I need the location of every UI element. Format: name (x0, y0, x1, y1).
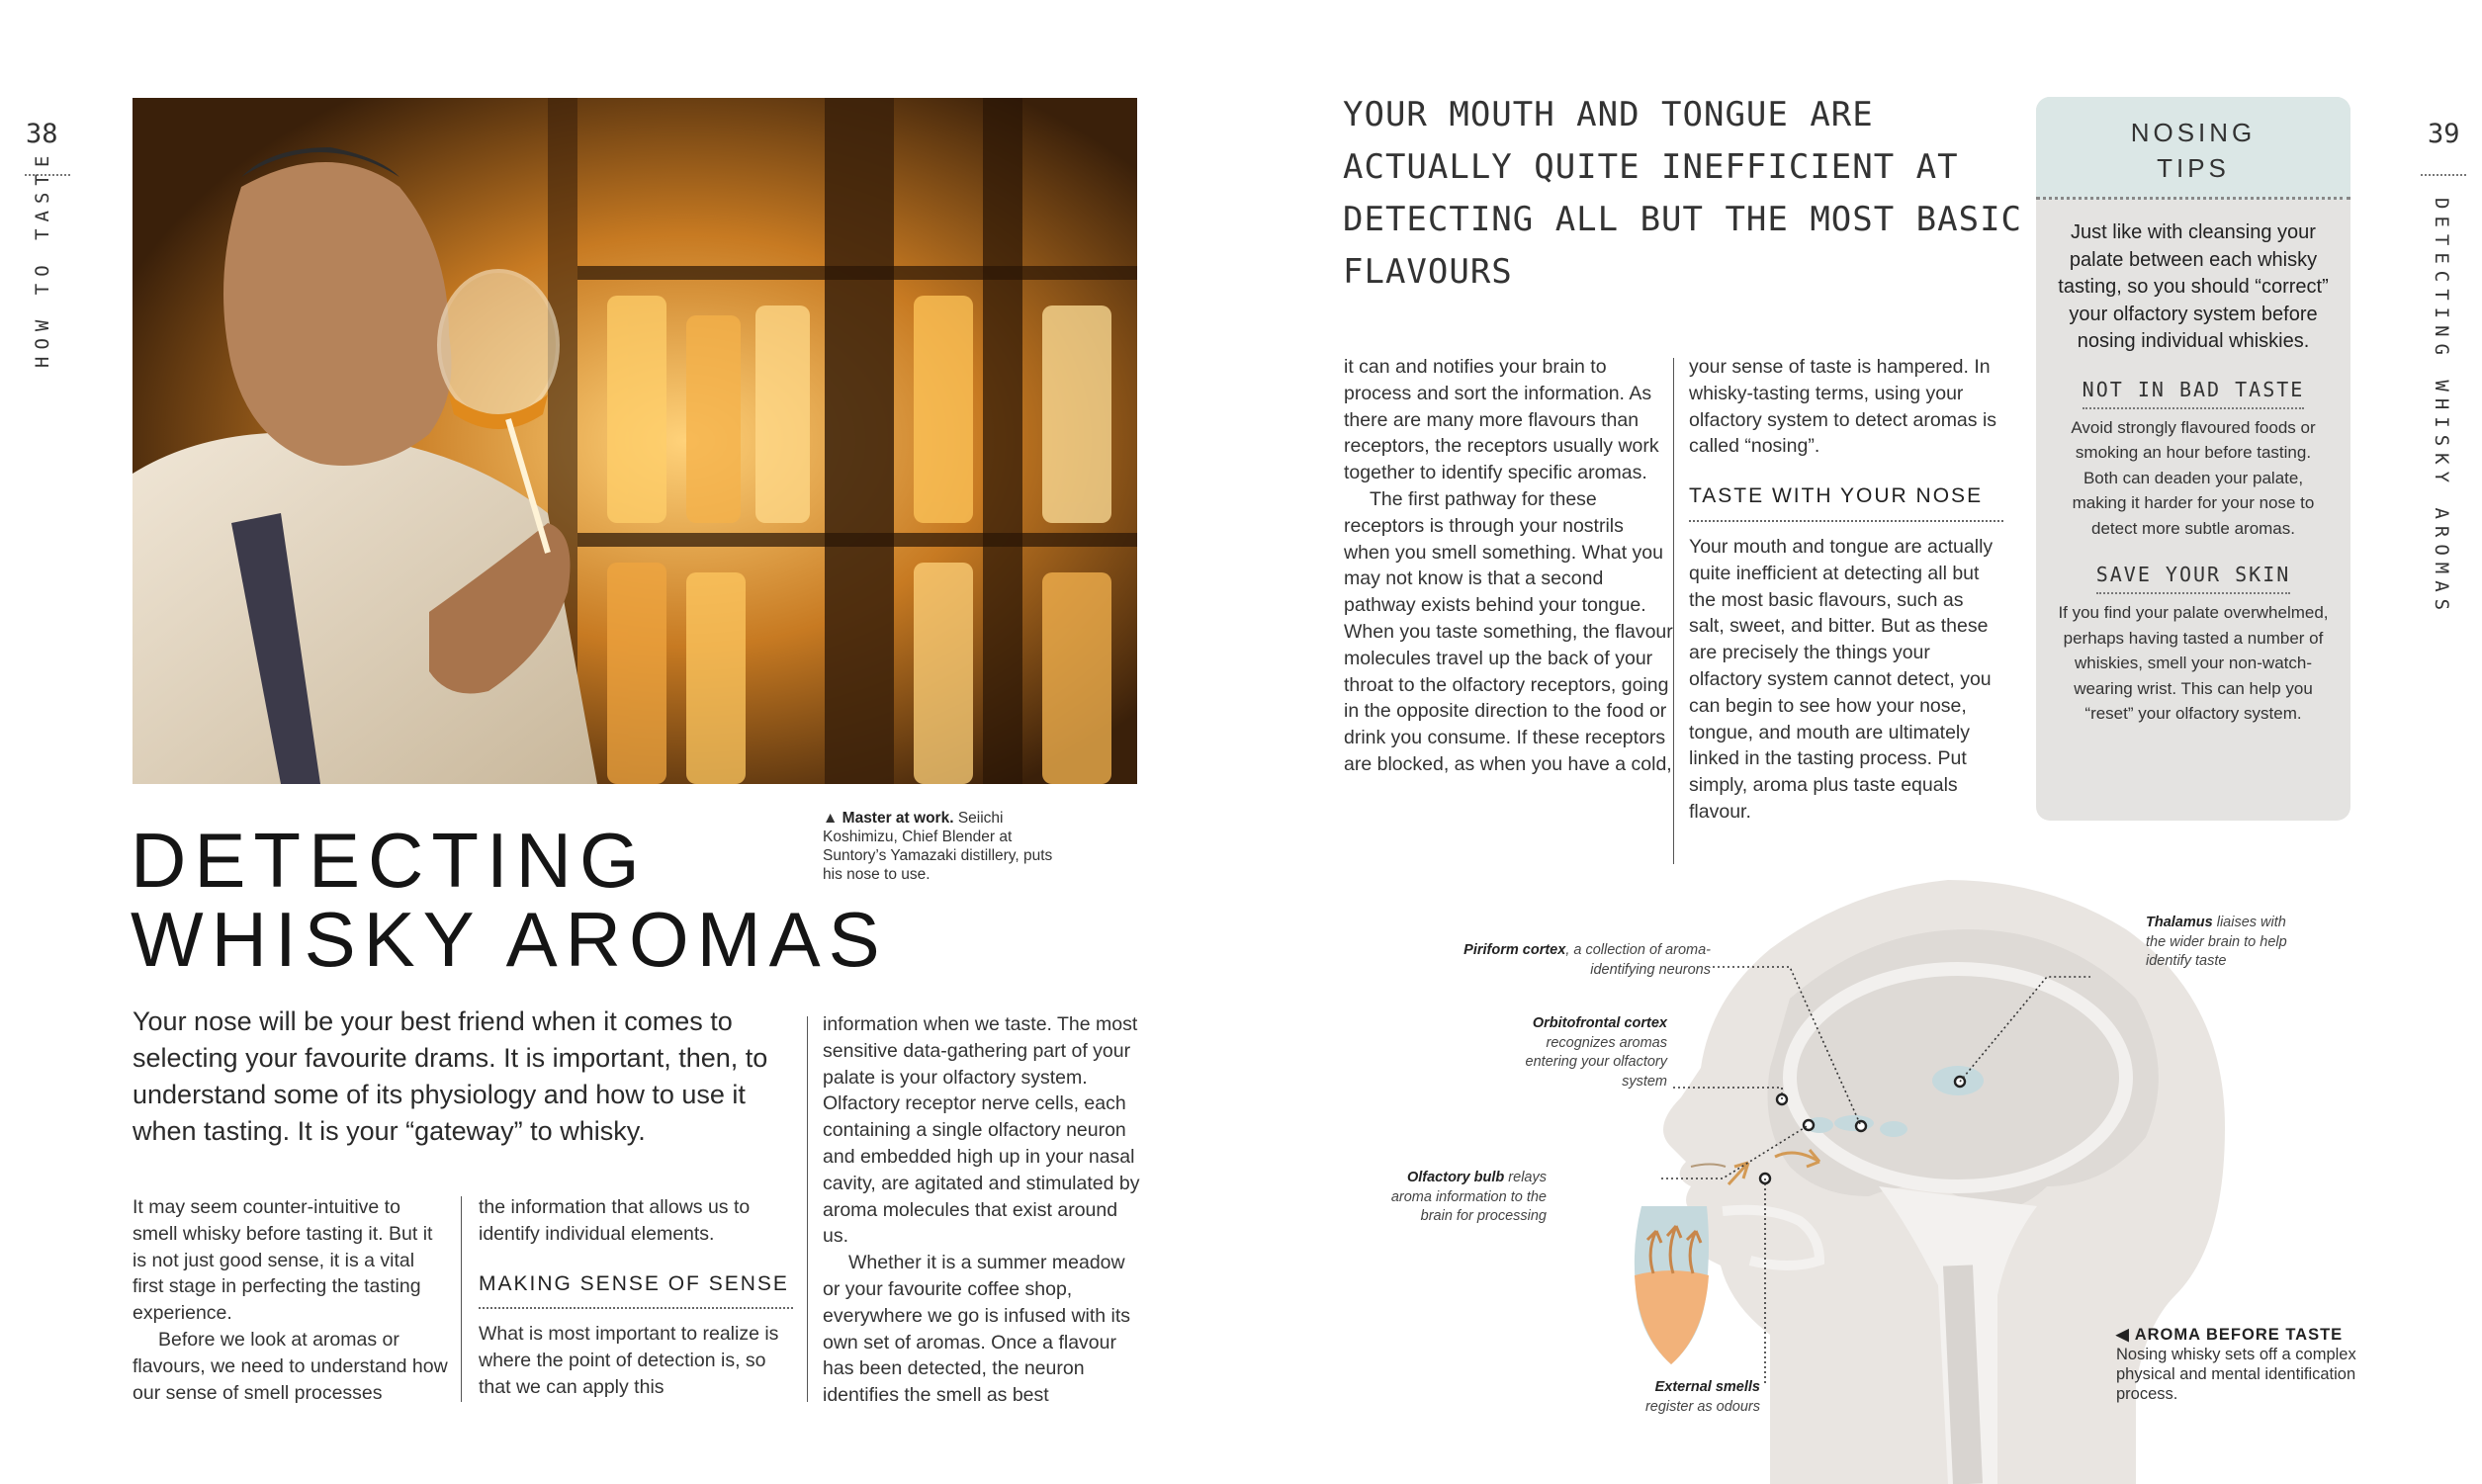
right-col1-p1: it can and notifies your brain to process and sort the information. As there are many more flavours than receptors, the receptors usually work together to identify specific aromas. (1344, 356, 1659, 484)
label-olfactory-text: relays aroma information to the brain for processing (1390, 1170, 1547, 1224)
page-title (131, 817, 888, 983)
section-label-right: DETECTING WHISKY AROMAS (2431, 198, 2452, 618)
callout-dot (1804, 1120, 1814, 1130)
tips-heading-line-2: TIPS (2157, 153, 2230, 183)
caption-marker: ▲ (823, 810, 839, 827)
label-olfactory-bulb (1365, 1169, 1547, 1227)
tips-text-2: If you find your palate overwhelmed, perhaps having tasted a number of whiskies, smell your non-watch-wearing wrist. This can help you “reset” your olfactory system. (2058, 603, 2329, 723)
column-rule (1673, 358, 1674, 864)
left-body-col-3 (823, 1011, 1141, 1409)
pull-quote: YOUR MOUTH AND TONGUE ARE ACTUALLY QUITE INEFFICIENT AT DETECTING ALL BUT THE MOST BASIC FLAVOURS (1343, 95, 2023, 292)
label-thalamus-bold: Thalamus (2146, 915, 2213, 930)
right-body-col-2 (1689, 354, 2003, 826)
tips-heading (2036, 97, 2350, 200)
left-body-col-2 (479, 1194, 793, 1401)
left-col3-p2: Whether it is a summer meadow or your favourite coffee shop, everywhere we go is infused with its own set of aromas. Once a flavour has been detected, the neuron identifies the smell as best (823, 1252, 1131, 1407)
tips-heading-line-1: NOSING (2130, 118, 2257, 147)
label-olfactory-bold: Olfactory bulb (1406, 1170, 1505, 1185)
left-col1-p1: It may seem counter-intuitive to smell whisky before tasting it. But it is not just good sense, it is a vital first stage in perfecting the tasting experience. (133, 1196, 433, 1325)
left-col3-p1: information when we taste. The most sensitive data-gathering part of your palate is your olfactory system. Olfactory receptor nerve cells, each containing a single olfactory neuron and embedded high up in your nasal cavity, are agitated and stimulated by aroma molecules that exist around us. (823, 1013, 1140, 1248)
callout-dot (1856, 1121, 1866, 1131)
right-col1-p2: The first pathway for these receptors is through your nostrils when you smell something. What you may not know is that a second pathway exists behind your tongue. When you taste something, the flavour molecules travel up the back of your throat to the olfactory receptors, going in the opposite direction to the food or drink you consume. If these receptors are blocked, as when you have a cold, (1344, 487, 1673, 775)
tips-subhead-1 (2036, 378, 2350, 401)
label-orbito-bold: Orbitofrontal cortex (1532, 1015, 1667, 1031)
tips-text-1: Avoid strongly flavoured foods or smoking an hour before tasting. Both can deaden your palate, making it harder for your nose to detect more subtle aromas. (2071, 417, 2316, 538)
tips-subhead-2 (2036, 563, 2350, 586)
caption-text: Seiichi Koshimizu, Chief Blender at Suntory’s Yamazaki distillery, puts his nose to use. (823, 810, 1053, 883)
right-col2-p2: Your mouth and tongue are actually quite inefficient at detecting all but the most basic flavours, such as salt, sweet, and bitter. But as these are precisely the things your olfactory system cannot detect, you can begin to see how your nose, tongue, and mouth are ultimately linked in the tasting process. Put simply, aroma plus taste equals flavour. (1689, 535, 1994, 823)
label-piriform-bold: Piriform cortex (1463, 942, 1566, 958)
nosing-tips-box (2036, 97, 2350, 821)
tips-subhead-2-text: SAVE YOUR SKIN (2096, 563, 2291, 594)
column-rule (807, 1016, 808, 1402)
column-rule (461, 1196, 462, 1402)
subhead-taste-with-nose: TASTE WITH YOUR NOSE (1689, 483, 2003, 522)
section-label-left: HOW TO TASTE (32, 148, 53, 368)
label-orbito-text: recognizes aromas entering your olfactory system (1525, 1034, 1667, 1090)
diagram-caption (2116, 1325, 2363, 1404)
diagram-caption-heading: AROMA BEFORE TASTE (2134, 1326, 2344, 1344)
tips-subhead-1-text: NOT IN BAD TASTE (2083, 378, 2305, 409)
page-number-rule-right (2421, 174, 2466, 176)
label-piriform-cortex (1444, 941, 1711, 980)
right-body-col-1 (1344, 354, 1674, 778)
label-external-smells (1592, 1378, 1760, 1417)
label-orbitofrontal-cortex (1503, 1014, 1667, 1091)
tips-intro: Just like with cleansing your palate between each whisky tasting, so you should “correct” your olfactory system before nosing individual whiskies. (2058, 221, 2329, 352)
whisky-glass-icon (1635, 1206, 1709, 1364)
title-line-2: WHISKY AROMAS (131, 896, 888, 983)
caption-bold: Master at work. (842, 810, 954, 827)
left-col2-p1: the information that allows us to identify individual elements. (479, 1196, 751, 1245)
left-body-col-1 (133, 1194, 449, 1406)
title-line-1: DETECTING (131, 817, 648, 904)
label-external-bold: External smells (1654, 1379, 1760, 1395)
label-thalamus-text: liaises with the wider brain to help identify taste (2146, 915, 2287, 969)
whisky-blender-photo (133, 98, 1137, 784)
intro-paragraph: Your nose will be your best friend when it comes to selecting your favourite drams. It is important, then, to understand some of its physiology and how to use it when tasting. It is your “gateway” to whisky. (133, 1006, 768, 1146)
label-external-text: register as odours (1644, 1398, 1760, 1415)
subhead-making-sense: MAKING SENSE OF SENSE (479, 1271, 793, 1310)
page-number-right: 39 (2428, 119, 2460, 149)
diagram-caption-text: Nosing whisky sets off a complex physical and mental identification process. (2116, 1346, 2356, 1403)
right-col2-p1: your sense of taste is hampered. In whisky-tasting terms, using your olfactory system to detect aromas is called “nosing”. (1689, 356, 1997, 458)
left-col1-p2: Before we look at aromas or flavours, we need to understand how our sense of smell processes (133, 1328, 448, 1404)
label-piriform-text: , a collection of aroma-identifying neurons (1565, 942, 1711, 978)
left-col2-p2: What is most important to realize is where the point of detection is, so that we can apply this (479, 1323, 779, 1398)
page-number-left: 38 (26, 119, 58, 149)
label-thalamus (2146, 914, 2294, 972)
diagram-caption-marker: ◀ (2116, 1326, 2130, 1344)
